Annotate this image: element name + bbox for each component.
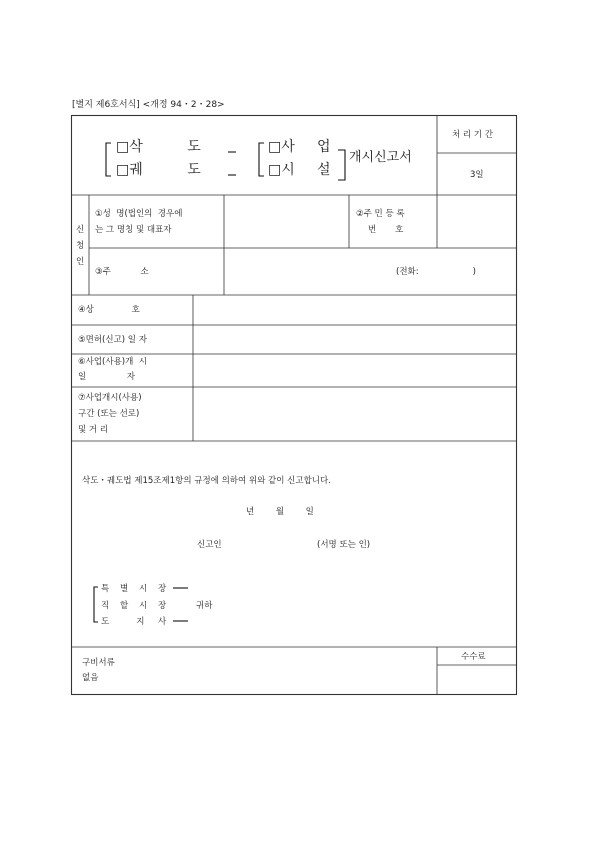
- title-option-business[interactable]: □사 업: [268, 139, 331, 155]
- recipient-metropolitan-city-mayor: 직 할 시 장: [101, 601, 167, 611]
- applicant-side-label-1: 신: [76, 225, 85, 235]
- required-documents-value: 없음: [82, 673, 99, 683]
- resident-number-label-line1: ②주 민 등 록: [356, 209, 405, 219]
- title-option-railway[interactable]: □궤 도: [116, 162, 201, 178]
- resident-number-field[interactable]: [439, 197, 515, 246]
- fee-field[interactable]: [439, 667, 515, 693]
- processing-period-value: 3일: [470, 170, 484, 180]
- license-date-label: ⑤면허(신고) 일 자: [78, 335, 147, 345]
- start-date-field[interactable]: [195, 356, 515, 385]
- declaration-date[interactable]: 년 월 일: [246, 507, 314, 517]
- left-bracket-open: [106, 143, 111, 176]
- mid-bracket-open: [259, 143, 264, 176]
- title-option-facility[interactable]: □시 설: [268, 162, 331, 178]
- name-field[interactable]: [226, 197, 347, 246]
- applicant-side-label-3: 인: [76, 257, 85, 267]
- recipient-honorific: 귀하: [196, 601, 213, 611]
- section-distance-label-line1: ⑦사업개시(사용): [78, 393, 142, 403]
- section-distance-field[interactable]: [195, 389, 515, 439]
- title-option-cableway[interactable]: □삭 도: [116, 139, 201, 155]
- address-field[interactable]: [226, 250, 396, 293]
- start-date-label-line2: 일 자: [78, 372, 135, 382]
- name-label-line2: 는 그 명칭 및 대표자: [95, 225, 172, 235]
- start-date-label-line1: ⑥사업(사용)개 시: [78, 357, 147, 367]
- trade-name-label: ④상 호: [78, 305, 140, 315]
- form-number-label: [별지 제6호서식] <개정 94・2・28>: [72, 100, 225, 110]
- name-label-line1: ①성 명(법인의 경우에: [95, 209, 183, 219]
- phone-label[interactable]: (전화: ): [396, 267, 476, 277]
- address-label: ③주 소: [95, 267, 149, 277]
- processing-period-label: 처 리 기 간: [452, 130, 493, 140]
- recipient-provincial-governor: 도 지 사: [101, 617, 167, 627]
- fee-label: 수수료: [461, 652, 486, 662]
- signature-label: (서명 또는 인): [317, 540, 371, 550]
- applicant-side-label-2: 청: [76, 241, 85, 251]
- section-distance-label-line3: 및 거 리: [78, 425, 109, 435]
- trade-name-field[interactable]: [195, 297, 515, 323]
- recipient-special-city-mayor: 특 별 시 장: [101, 584, 167, 594]
- mid-bracket-close: [338, 150, 345, 180]
- license-date-field[interactable]: [195, 327, 515, 352]
- resident-number-label-line2: 번 호: [368, 225, 404, 235]
- section-distance-label-line2: 구간 (또는 선로): [78, 409, 140, 419]
- title-suffix: 개시신고서: [349, 150, 412, 165]
- recipient-bracket-open: [94, 587, 98, 622]
- reporter-label: 신고인: [197, 540, 222, 550]
- required-documents-label: 구비서류: [82, 658, 115, 668]
- declaration-statement: 삭도・궤도법 제15조제1항의 규정에 의하여 위와 같이 신고합니다.: [82, 476, 331, 486]
